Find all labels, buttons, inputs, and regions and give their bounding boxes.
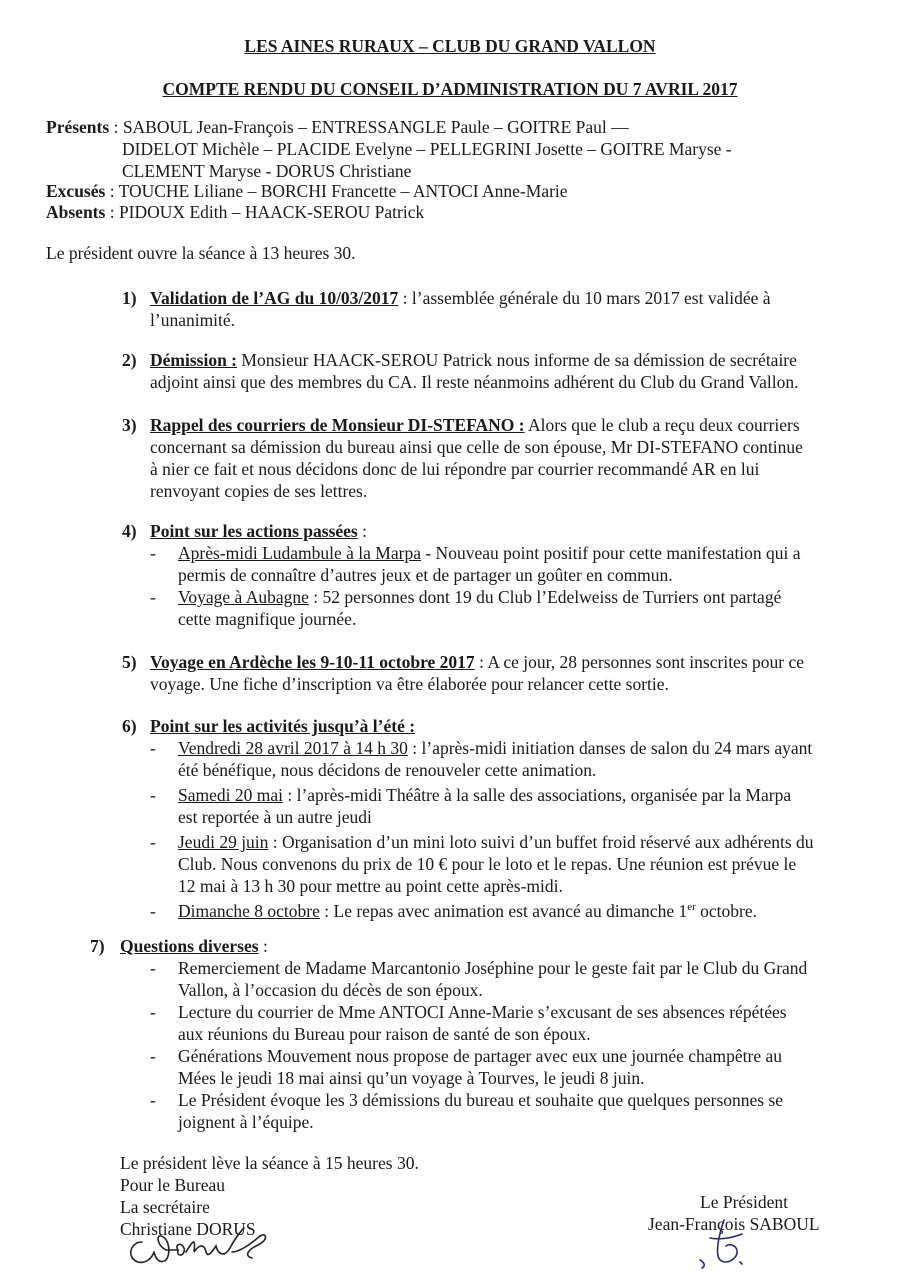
item-number: 4) bbox=[122, 521, 137, 541]
for-the-board: Pour le Bureau bbox=[120, 1175, 225, 1195]
bullet-dash: - bbox=[150, 958, 156, 978]
list-item bbox=[150, 1045, 855, 1089]
presents-line-2: DIDELOT Michèle – PLACIDE Evelyne – PELLEGRINI Josette – GOITRE Maryse - bbox=[122, 139, 732, 159]
item-text: renvoyant copies de ses lettres. bbox=[150, 481, 368, 501]
excuses-label: Excusés bbox=[46, 181, 106, 201]
item-number: 6) bbox=[122, 716, 137, 736]
item-heading: Point sur les activités jusqu’à l’été : bbox=[150, 716, 416, 736]
bullet-dash: - bbox=[150, 543, 156, 563]
bullet-dash: - bbox=[150, 901, 156, 921]
item-text: : A ce jour, 28 personnes sont inscrites pour ce bbox=[474, 652, 804, 672]
list-item bbox=[150, 586, 850, 630]
item-heading: Point sur les actions passées bbox=[150, 521, 358, 541]
item-text: : bbox=[357, 521, 367, 541]
item-number: 1) bbox=[122, 288, 137, 308]
item-text: l’unanimité. bbox=[150, 310, 236, 330]
agenda-item-3 bbox=[122, 414, 850, 502]
item-text: Alors que le club a reçu deux courriers bbox=[524, 415, 800, 435]
bullet-text: est reportée à un autre jeudi bbox=[178, 807, 372, 827]
excuses-block bbox=[46, 180, 826, 202]
list-item bbox=[150, 1001, 855, 1045]
absents-list: PIDOUX Edith – HAACK-SEROU Patrick bbox=[118, 202, 425, 222]
item-text: voyage. Une fiche d’inscription va être élaborée pour relancer cette sortie. bbox=[150, 674, 669, 694]
bullet-text: joignent à l’équipe. bbox=[178, 1112, 314, 1132]
bullet-text: été bénéfique, nous décidons de renouveler cette animation. bbox=[178, 760, 597, 780]
bullet-text: 12 mai à 13 h 30 pour mettre au point cette après-midi. bbox=[178, 876, 563, 896]
item-text: : bbox=[258, 936, 268, 956]
bullet-text: Mées le jeudi 18 mai ainsi qu’un voyage à Tourves, le jeudi 8 juin. bbox=[178, 1068, 645, 1088]
item-number: 2) bbox=[122, 350, 137, 370]
bullet-dash: - bbox=[150, 785, 156, 805]
agenda-item-4 bbox=[122, 520, 850, 630]
agenda-item-2 bbox=[122, 349, 850, 393]
ordinal-suffix: er bbox=[687, 901, 696, 914]
report-title: COMPTE RENDU DU CONSEIL D’ADMINISTRATION DU 7 AVRIL 2017 bbox=[162, 79, 738, 99]
bullet-text: - Nouveau point positif pour cette manifestation qui a bbox=[420, 543, 801, 563]
secretary-signature bbox=[120, 1212, 280, 1274]
bullet-text: Lecture du courrier de Mme ANTOCI Anne-Marie s’excusant de ses absences répétées bbox=[178, 1002, 787, 1022]
colon: : bbox=[105, 202, 119, 222]
item-text: Monsieur HAACK-SEROU Patrick nous informe de sa démission de secrétaire bbox=[237, 350, 797, 370]
presents-line-3: CLEMENT Maryse - DORUS Christiane bbox=[122, 161, 412, 181]
agenda-item-1 bbox=[122, 287, 850, 331]
bullet-title: Après-midi Ludambule à la Marpa bbox=[178, 543, 421, 563]
bullet-dash: - bbox=[150, 1046, 156, 1066]
item-heading: Questions diverses bbox=[120, 936, 259, 956]
list-item bbox=[150, 900, 850, 922]
secretary-role: La secrétaire bbox=[120, 1197, 210, 1217]
item-heading: Rappel des courriers de Monsieur DI-STEFANO : bbox=[150, 415, 525, 435]
colon: : bbox=[105, 181, 119, 201]
bullet-text: : l’après-midi initiation danses de salon du 24 mars ayant bbox=[407, 738, 813, 758]
item-heading: Démission : bbox=[150, 350, 238, 370]
president-name: Jean-François SABOUL bbox=[648, 1214, 820, 1234]
presents-line-1: SABOUL Jean-François – ENTRESSANGLE Paule – GOITRE Paul — bbox=[122, 117, 629, 137]
bullet-text: : l’après-midi Théâtre à la salle des associations, organisée par la Marpa bbox=[282, 785, 792, 805]
bullet-title: Jeudi 29 juin bbox=[178, 832, 269, 852]
bullet-dash: - bbox=[150, 738, 156, 758]
item-number: 5) bbox=[122, 652, 137, 672]
absents-label: Absents bbox=[46, 202, 106, 222]
bullet-text: aux réunions du Bureau pour raison de santé de son époux. bbox=[178, 1024, 591, 1044]
item-text: adjoint ainsi que des membres du CA. Il reste néanmoins adhérent du Club du Grand Vallon. bbox=[150, 372, 799, 392]
bullet-text: Club. Nous convenons du prix de 10 € pour le loto et le repas. Une réunion est prévue le bbox=[178, 854, 797, 874]
item-heading: Voyage en Ardèche les 9-10-11 octobre 2017 bbox=[150, 652, 475, 672]
list-item bbox=[150, 737, 850, 781]
agenda-item-6 bbox=[122, 715, 850, 922]
bullet-dash: - bbox=[150, 1002, 156, 1022]
bullet-dash: - bbox=[150, 832, 156, 852]
opening-statement: Le président ouvre la séance à 13 heures 30. bbox=[46, 243, 356, 263]
list-item bbox=[150, 1089, 855, 1133]
item-text: : l’assemblée générale du 10 mars 2017 est validée à bbox=[398, 288, 771, 308]
bullet-text: : Le repas avec animation est avancé au dimanche 1 bbox=[319, 901, 688, 921]
secretary-name: Christiane DORUS bbox=[120, 1219, 256, 1239]
bullet-text: Remerciement de Madame Marcantonio Joséphine pour le geste fait par le Club du Grand bbox=[178, 958, 808, 978]
bullet-text: Le Président évoque les 3 démissions du bureau et souhaite que quelques personnes se bbox=[178, 1090, 784, 1110]
president-role: Le Président bbox=[700, 1192, 788, 1212]
list-item bbox=[150, 831, 850, 897]
colon: : bbox=[109, 117, 123, 137]
bullet-title: Samedi 20 mai bbox=[178, 785, 283, 805]
bullet-text: Vallon, à l’occasion du décès de son époux. bbox=[178, 980, 483, 1000]
bullet-text: : 52 personnes dont 19 du Club l’Edelweiss de Turriers ont partagé bbox=[308, 587, 782, 607]
bullet-dash: - bbox=[150, 587, 156, 607]
president-signature bbox=[680, 1216, 770, 1276]
list-item bbox=[150, 784, 850, 828]
item-heading: Validation de l’AG du 10/03/2017 bbox=[150, 288, 399, 308]
item-text: concernant sa démission du bureau ainsi que celle de son épouse, Mr DI-STEFANO continue bbox=[150, 437, 803, 457]
bullet-title: Vendredi 28 avril 2017 à 14 h 30 bbox=[178, 738, 408, 758]
bullet-text: cette magnifique journée. bbox=[178, 609, 357, 629]
absents-block bbox=[46, 201, 826, 223]
presents-block bbox=[46, 116, 826, 181]
club-title: LES AINES RURAUX – CLUB DU GRAND VALLON bbox=[244, 36, 656, 56]
item-number: 3) bbox=[122, 415, 137, 435]
list-item bbox=[150, 957, 855, 1001]
bullet-title: Voyage à Aubagne bbox=[178, 587, 309, 607]
bullet-text: permis de connaître d’autres jeux et de partager un goûter en commun. bbox=[178, 565, 673, 585]
item-text: à nier ce fait et nous décidons donc de lui répondre par courrier recommandé AR en lui bbox=[150, 459, 760, 479]
bullet-dash: - bbox=[150, 1090, 156, 1110]
list-item bbox=[150, 542, 850, 586]
presents-label: Présents bbox=[46, 117, 110, 137]
item-number: 7) bbox=[90, 936, 105, 956]
bullet-text: octobre. bbox=[695, 901, 758, 921]
agenda-item-7 bbox=[90, 935, 855, 1133]
bullet-text: : Organisation d’un mini loto suivi d’un buffet froid réservé aux adhérents du bbox=[268, 832, 814, 852]
agenda-item-5 bbox=[122, 651, 850, 695]
excuses-list: TOUCHE Liliane – BORCHI Francette – ANTOCI Anne-Marie bbox=[118, 181, 568, 201]
bullet-title: Dimanche 8 octobre bbox=[178, 901, 320, 921]
bullet-text: Générations Mouvement nous propose de partager avec eux une journée champêtre au bbox=[178, 1046, 782, 1066]
closing-statement: Le président lève la séance à 15 heures 30. bbox=[120, 1153, 419, 1173]
